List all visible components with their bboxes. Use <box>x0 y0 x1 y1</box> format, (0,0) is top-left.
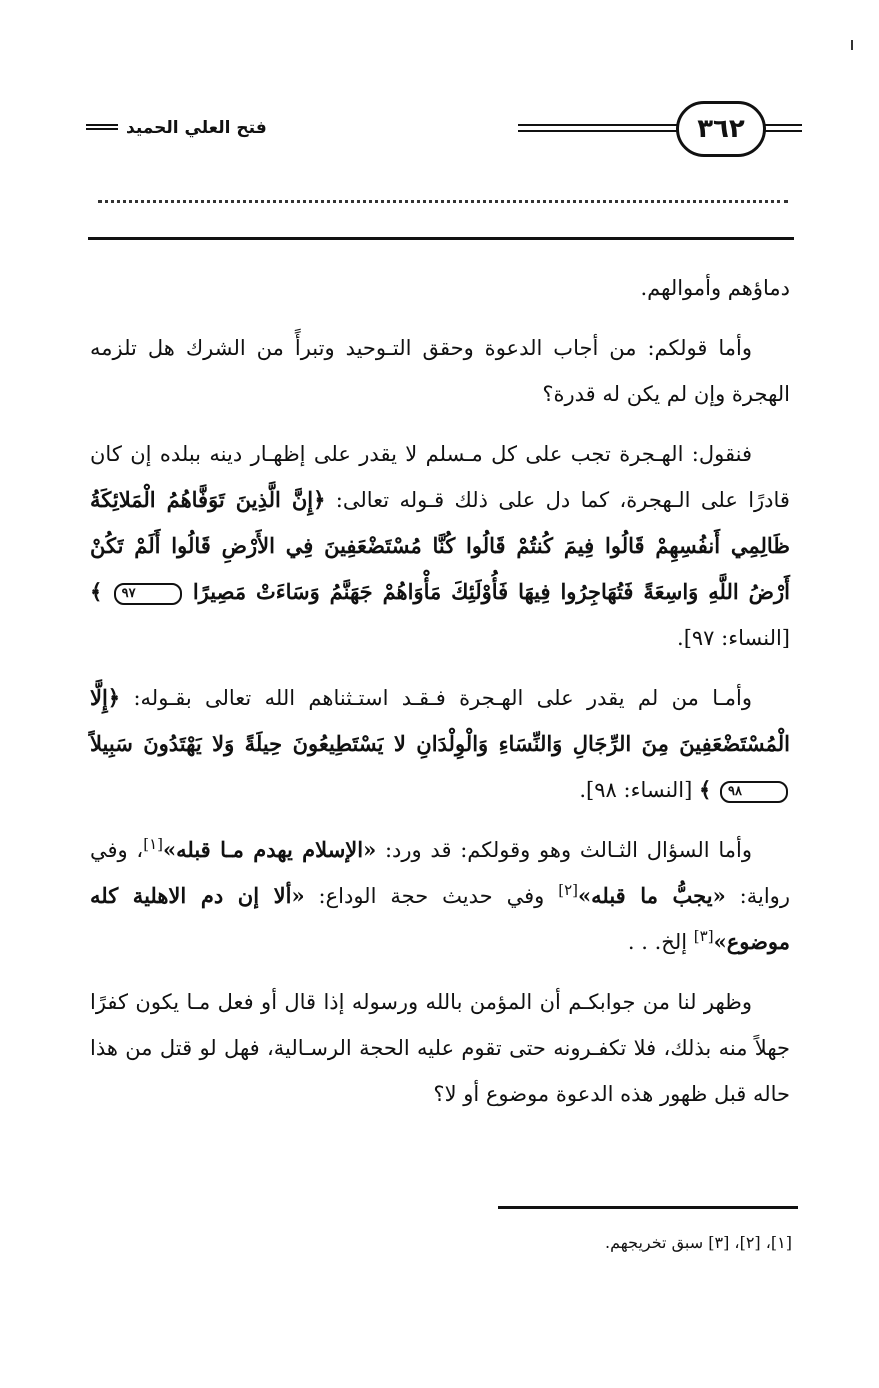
hadith-quote-2: «يجبُّ ما قبله» <box>578 883 726 908</box>
verse-close-98: ﴾ <box>699 777 712 802</box>
footnote: [١]، [٢]، [٣] سبق تخريجهم. <box>605 1233 792 1252</box>
paragraph-5-text-b: ، وفي رواية: <box>90 838 790 908</box>
verse-nisa-97: ﴿إِنَّ الَّذِينَ تَوَفَّاهُمُ الْمَلائِكَةُ ظَالِمِي أَنفُسِهِمْ قَالُوا فِيمَ كُنتُمْ قَالُوا كُنَّا مُسْتَضْعَفِينَ فِي الأَرْضِ قَالُوا أَلَمْ تَكُنْ أَرْضُ اللَّهِ وَاسِعَةً فَتُهَاجِرُوا فِيهَا فَأُوْلَئِكَ مَأْوَاهُمْ جَهَنَّمُ وَسَاءَتْ مَصِيرًا <box>90 487 790 604</box>
hadith-quote-3: «ألا إن دم الاهلية كله موضوع» <box>90 883 790 954</box>
dotted-separator <box>98 200 788 203</box>
ayah-number-97: ٩٧ <box>114 583 182 605</box>
paragraph-4 <box>90 675 790 813</box>
paragraph-5-text-a: وأما السؤال الثـالث وهو وقولكم: قد ورد: <box>384 838 752 862</box>
paragraph-5-text-d: إلخ. . . <box>627 930 688 954</box>
book-title: فتح العلي الحميد <box>126 118 267 138</box>
verse-source-97: [النساء: ٩٧]. <box>677 626 790 650</box>
verse-nisa-98: ﴿إِلَّا الْمُسْتَضْعَفِينَ مِنَ الرِّجَالِ وَالنِّسَاءِ وَالْوِلْدَانِ لا يَسْتَطِيعُونَ حِيلَةً وَلا يَهْتَدُونَ سَبِيلاً <box>90 685 790 756</box>
page-number: ٣٦٢ <box>676 101 766 157</box>
paragraph-4-text: وأمـا من لم يقدر على الهـجرة فـقـد استـثناهم الله تعالى بقـوله: <box>133 686 752 710</box>
footnote-ref-3: [٣] <box>693 927 714 945</box>
paragraph-3-text: فنقول: الهـجرة تجب على كل مـسلم لا يقدر على إظهـار دينه ببلده إن كان قادرًا على الـهجرة، كما دل على ذلك قـوله تعالى: <box>90 442 790 512</box>
paragraph-5-text-c: وفي حديث حجة الوداع: <box>318 884 545 908</box>
paragraph-1: دماؤهم وأموالهم. <box>640 276 790 300</box>
verse-close-97: ﴾ <box>90 579 103 604</box>
page-body <box>90 265 790 1131</box>
hadith-quote-1: «الإسلام يهدم مـا قبله» <box>162 837 377 862</box>
paragraph-3 <box>90 431 790 661</box>
title-rule <box>86 124 118 130</box>
page-header <box>86 98 802 158</box>
footnote-rule <box>498 1206 798 1209</box>
corner-mark <box>851 40 853 50</box>
paragraph-2: وأما قولكم: من أجاب الدعوة وحقق التـوحيد وتبرأً من الشرك هل تلزمه الهجرة وإن لم يكن له قدرة؟ <box>90 336 790 406</box>
footnote-ref-1: [١] <box>143 835 163 853</box>
ayah-number-98: ٩٨ <box>720 781 788 803</box>
verse-source-98: [النساء: ٩٨]. <box>579 778 693 802</box>
footnote-ref-2: [٢] <box>558 881 578 899</box>
top-rule <box>88 237 794 240</box>
paragraph-6: وظهر لنا من جوابكـم أن المؤمن بالله ورسوله إذا قال أو فعل مـا يكون كفرًا جهلاً منه بذلك، فلا تكفـرونه حتى تقوم عليه الحجة الرسـالية، فهل لو قتل من هذا حاله قبل ظهور هذه الدعوة موضوع أو لا؟ <box>90 990 790 1106</box>
paragraph-5 <box>90 827 790 965</box>
